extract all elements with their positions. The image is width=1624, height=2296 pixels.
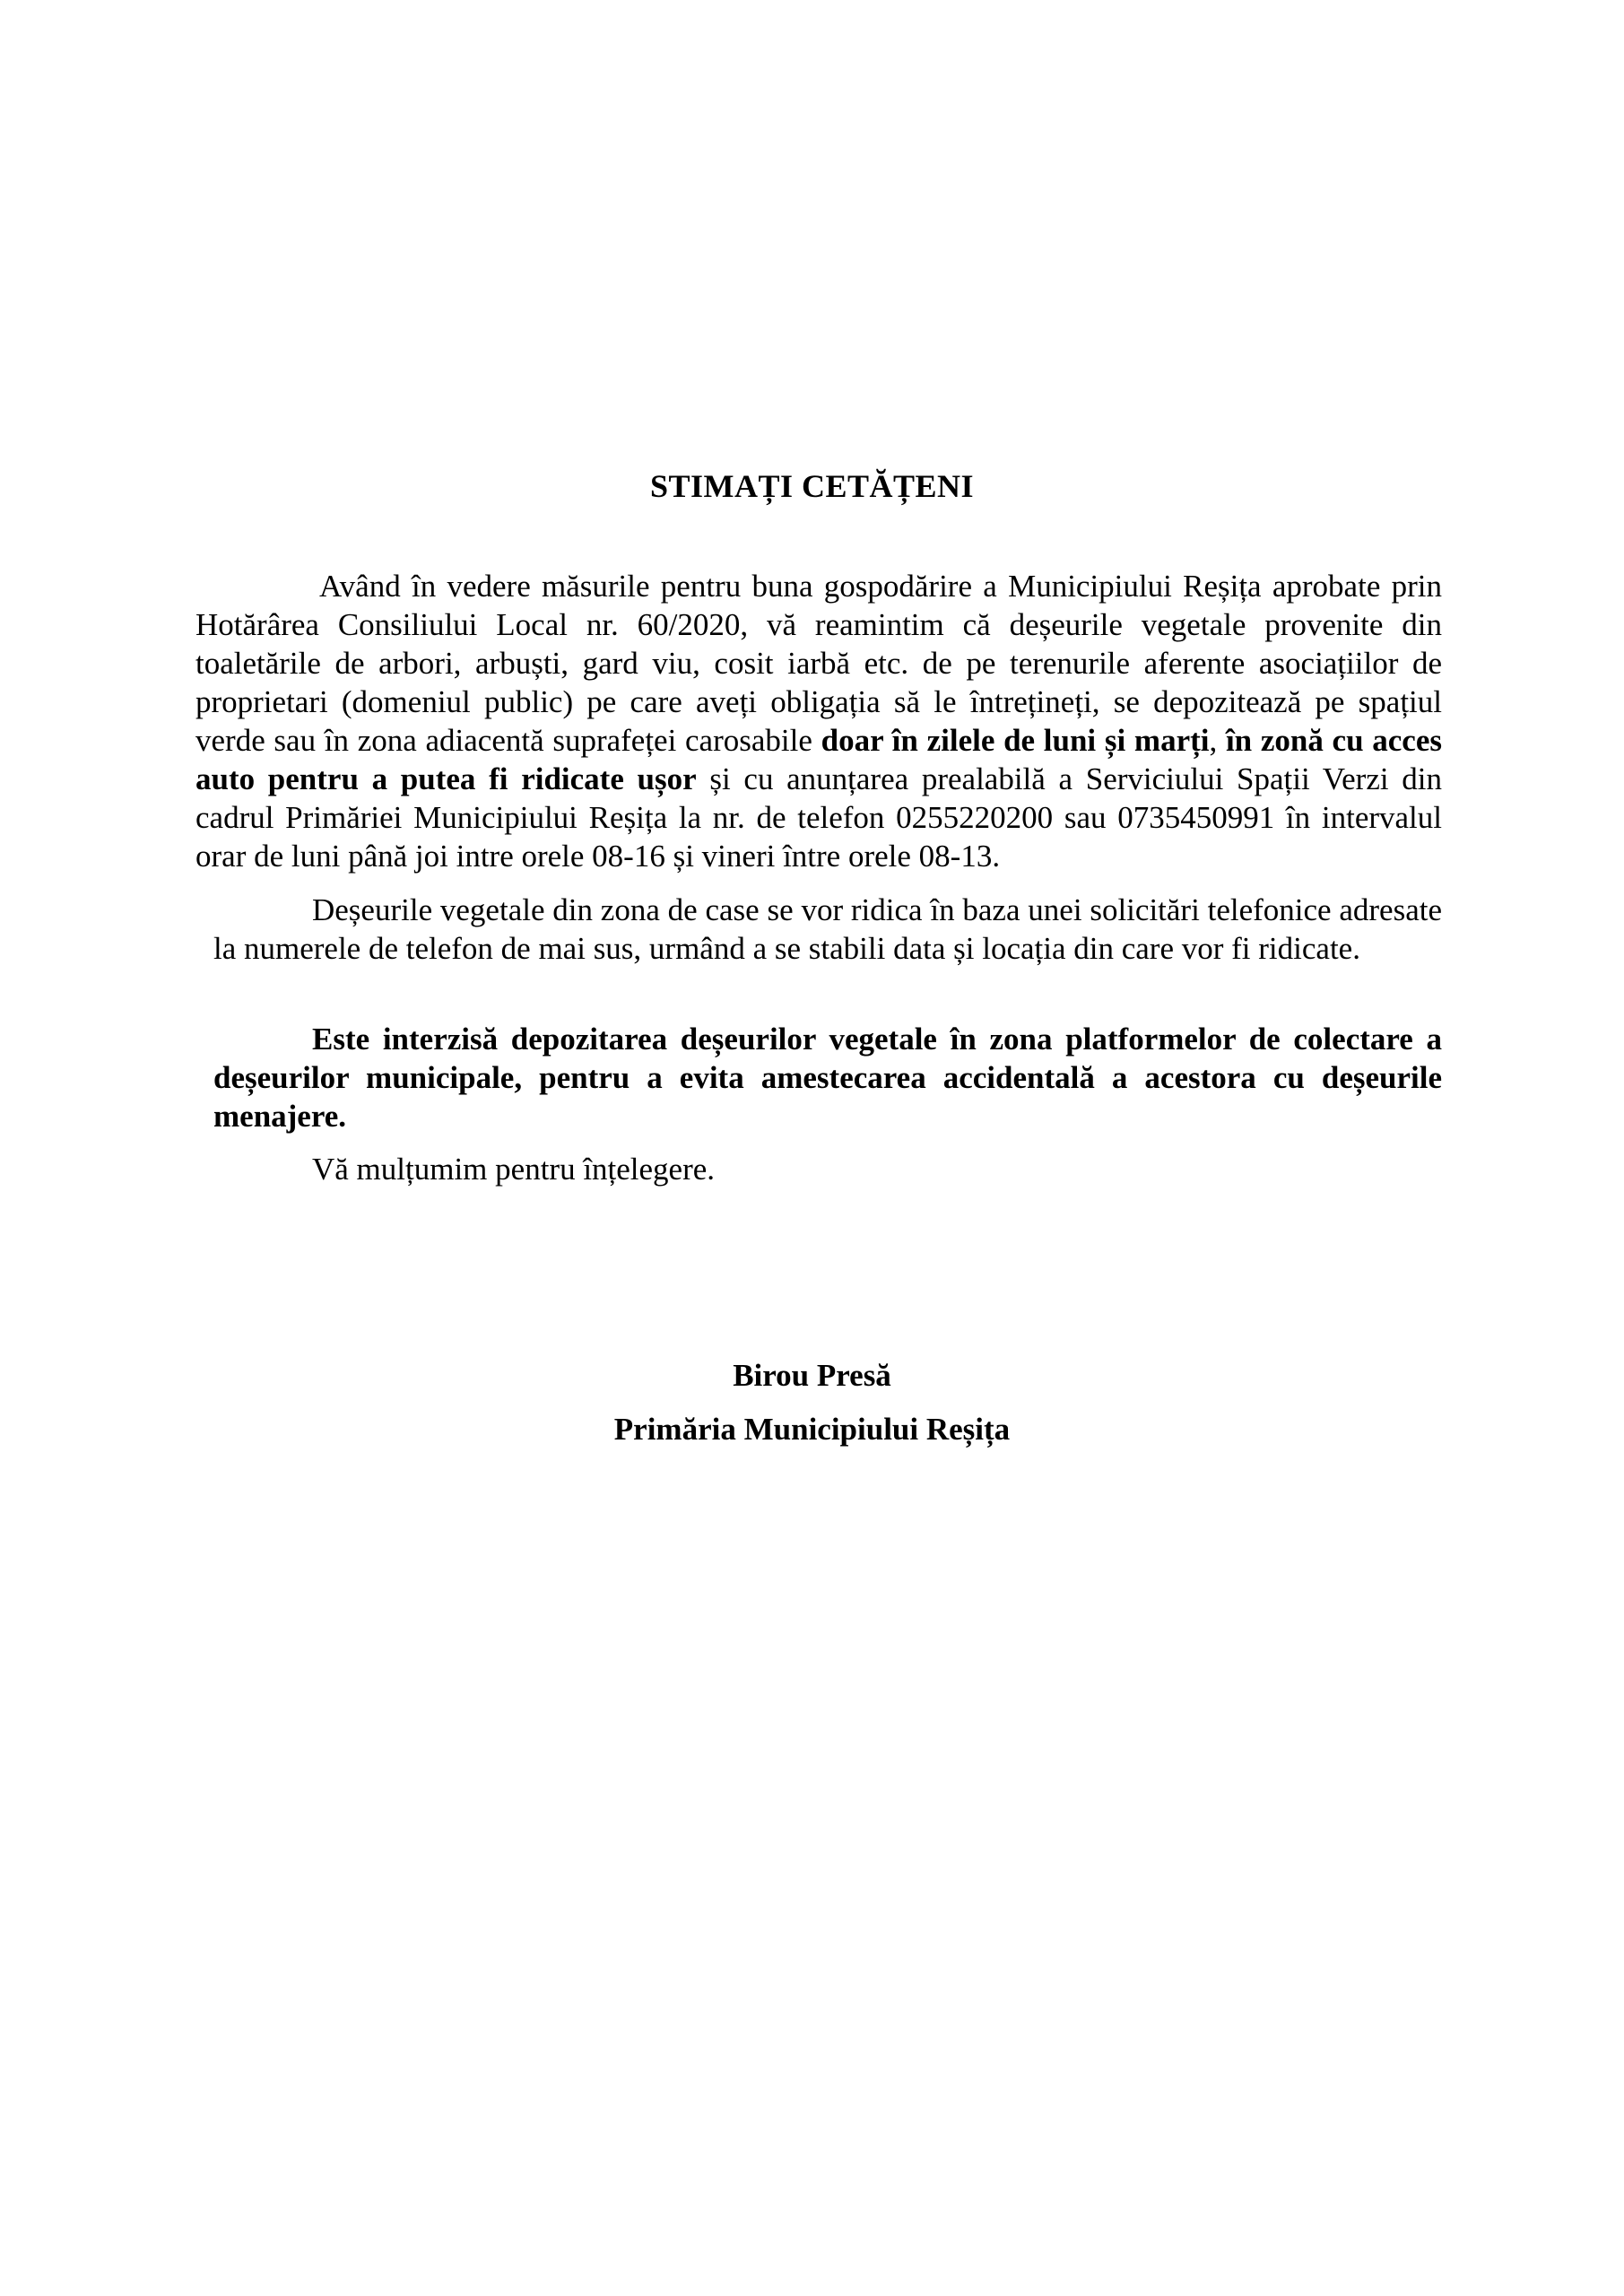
paragraph-houses-zone: Deșeurile vegetale din zona de case se vor ridica în baza unei solicitări telefonice adresate la numerele de telefon de mai sus, urmând a se stabili data și locația din care vor fi ridicate. (213, 892, 1442, 966)
paragraph-1-bold-access: în zonă cu acces auto pentru a putea fi ridicate ușor (195, 723, 1442, 796)
signature-institution: Primăria Municipiului Reșița (613, 1412, 1011, 1447)
paragraph-1-text: Având în vedere măsurile pentru buna gospodărire a Municipiului Reșița aprobate prin Hotărârea Consiliului Local nr. 60/2020, vă reamintim că deșeurile vegetale provenite din toaletările de arbori, arbuști, gard viu, cosit iarbă etc. de pe terenurile aferente asociațiilor de proprietari (domeniul public) pe care aveți obligația să le întrețineți, se depozitează pe spațiul verde sau în zona adiacentă suprafeței carosabile (195, 569, 1442, 758)
paragraph-disposal-rules (195, 567, 1442, 875)
page-title: STIMAȚI CETĂȚENI (649, 468, 975, 504)
paragraph-prohibition: Este interzisă depozitarea deșeurilor vegetale în zona platformelor de colectare a deșeurilor municipale, pentru a evita amestecarea accidentală a acestora cu deșeurile menajere. (213, 1022, 1442, 1134)
paragraph-1-bold-days: doar în zilele de luni și marți (821, 723, 1210, 758)
paragraph-thanks: Vă mulțumim pentru înțelegere. (312, 1152, 716, 1187)
signature-department: Birou Presă (733, 1358, 891, 1393)
paragraph-1-comma: , (1209, 723, 1226, 758)
paragraph-1-text-contact: și cu anunțarea prealabilă a Serviciului Spații Verzi din cadrul Primăriei Municipiului Reșița la nr. de telefon 0255220200 sau 0735450991 în intervalul orar de luni până joi intre orele 08-16 și vineri între orele 08-13. (195, 761, 1442, 874)
